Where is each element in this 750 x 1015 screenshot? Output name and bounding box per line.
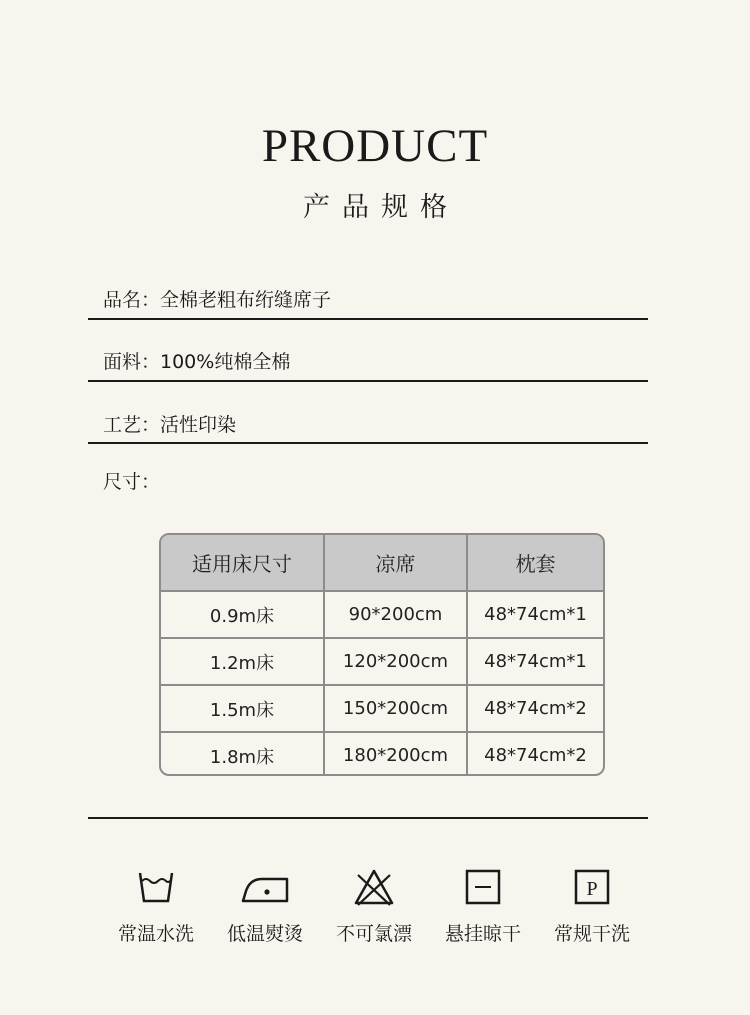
spec-size-label: 尺寸： — [103, 471, 161, 493]
dry-clean-glyph: P — [586, 878, 598, 900]
hang-dry-icon — [463, 865, 503, 909]
divider — [88, 318, 648, 320]
care-item-dryclean — [540, 865, 644, 946]
care-item-wash — [104, 865, 208, 946]
table-cell: 180*200cm — [323, 733, 466, 776]
care-instructions — [104, 865, 644, 946]
table-cell: 90*200cm — [323, 592, 466, 637]
dry-clean-icon — [572, 865, 612, 909]
no-bleach-icon — [352, 865, 396, 909]
table-header-cell: 枕套 — [466, 535, 603, 590]
table-header-cell: 凉席 — [323, 535, 466, 590]
table-cell: 150*200cm — [323, 686, 466, 731]
spec-fabric — [88, 348, 648, 376]
iron-icon — [240, 865, 290, 909]
page-subtitle: 产品规格 — [303, 192, 459, 223]
spec-craft — [88, 411, 648, 439]
care-label: 常温水洗 — [117, 923, 194, 945]
care-item-hang — [431, 865, 535, 946]
table-cell: 48*74cm*2 — [466, 686, 603, 731]
table-cell: 120*200cm — [323, 639, 466, 684]
table-row — [161, 731, 603, 776]
care-label: 低温熨烫 — [226, 923, 303, 945]
spec-name — [88, 286, 648, 314]
table-row — [161, 590, 603, 637]
table-cell: 1.8m床 — [209, 746, 275, 768]
care-label: 常规干洗 — [553, 923, 630, 945]
table-header-cell: 适用床尺寸 — [192, 552, 292, 576]
spec-craft-label: 工艺：活性印染 — [103, 414, 237, 436]
table-header-row — [161, 535, 603, 590]
table-cell: 48*74cm*1 — [466, 592, 603, 637]
table-row — [161, 637, 603, 684]
size-table — [159, 533, 605, 776]
table-cell: 0.9m床 — [209, 605, 275, 627]
table-cell: 48*74cm*1 — [466, 639, 603, 684]
table-cell: 1.2m床 — [209, 652, 275, 674]
page-title: PRODUCT — [261, 120, 489, 172]
care-item-iron — [213, 865, 317, 946]
care-item-bleach — [322, 865, 426, 946]
table-row — [161, 684, 603, 731]
care-label: 悬挂晾干 — [444, 923, 521, 945]
spec-name-label: 品名：全棉老粗布绗缝席子 — [103, 289, 332, 311]
wash-basin-icon — [136, 865, 176, 909]
divider — [88, 442, 648, 444]
spec-fabric-label: 面料：100%纯棉全棉 — [103, 351, 291, 373]
divider — [88, 380, 648, 382]
divider — [88, 817, 648, 819]
spec-size — [88, 468, 648, 496]
care-label: 不可氯漂 — [335, 923, 412, 945]
table-cell: 48*74cm*2 — [466, 733, 603, 776]
table-cell: 1.5m床 — [209, 699, 275, 721]
